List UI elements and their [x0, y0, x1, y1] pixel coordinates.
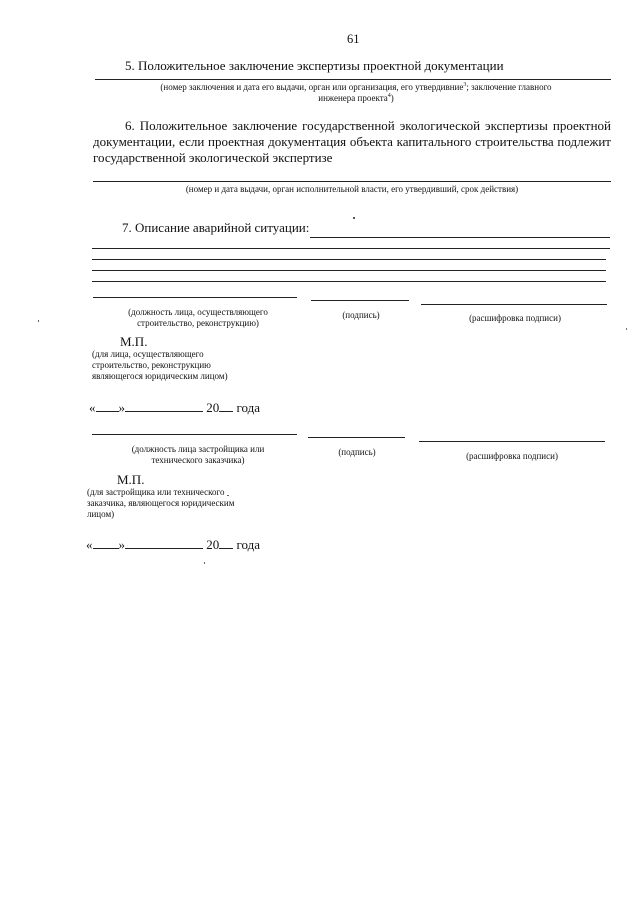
- date-open-quote: «: [86, 537, 93, 552]
- section-7-title: 7. Описание аварийной ситуации:: [122, 220, 310, 235]
- section-7-fill-line-4[interactable]: [92, 270, 606, 271]
- section-5-caption-text: (номер заключения и дата его выдачи, орган или организация, его утвердивние: [160, 82, 464, 92]
- decoding-line-2[interactable]: [419, 441, 605, 442]
- position-caption-2: (должность лица застройщика или технического заказчика): [131, 444, 265, 465]
- scan-speck: [353, 217, 355, 219]
- scan-speck: [204, 562, 205, 564]
- footnote-4: 4: [387, 93, 391, 99]
- scan-speck: [38, 320, 39, 322]
- section-6-text: 6. Положительное заключение государственной экологической экспертизы проектной документации, если проектная документация объекта капитального строительства подлежит государственной экологической экспертизе: [93, 118, 611, 165]
- position-line-1[interactable]: [93, 297, 297, 298]
- section-5-fill-line[interactable]: [95, 79, 611, 80]
- section-5-caption: [100, 82, 612, 104]
- decoding-caption-1: (расшифровка подписи): [469, 313, 561, 323]
- signature-caption-1: (подпись): [342, 310, 380, 320]
- signature-line-1[interactable]: [311, 300, 409, 301]
- signature-line-2[interactable]: [308, 437, 405, 438]
- section-7-fill-line-2[interactable]: [92, 248, 610, 249]
- stamp-label-1: М.П.: [120, 334, 148, 349]
- stamp-note-2: (для застройщика или технического заказчика, являющегося юридическим лицом): [87, 487, 235, 519]
- date-close-quote: »: [118, 537, 125, 552]
- position-caption-1: (должность лица, осуществляющего строительство, реконструкцию): [128, 307, 268, 328]
- month-field[interactable]: [125, 400, 203, 412]
- year-suffix: года: [236, 400, 261, 415]
- year-prefix: 20: [206, 400, 220, 415]
- stamp-note-1: (для лица, осуществляющего строительство, реконструкцию являющегося юридическим лицом): [92, 349, 228, 381]
- year-field[interactable]: [219, 537, 233, 549]
- position-line-2[interactable]: [92, 434, 297, 435]
- date-close-quote: »: [118, 400, 125, 415]
- scan-speck: [227, 495, 229, 496]
- year-suffix: года: [236, 537, 261, 552]
- date-row-1: [89, 400, 260, 416]
- section-6-fill-line[interactable]: [93, 181, 611, 182]
- section-5-caption-text-2b: ): [390, 93, 394, 103]
- year-prefix: 20: [206, 537, 220, 552]
- month-field[interactable]: [125, 537, 203, 549]
- page-number: 61: [347, 32, 360, 46]
- section-5-caption-text-2: инженера проекта: [318, 93, 388, 103]
- decoding-caption-2: (расшифровка подписи): [466, 451, 558, 461]
- signature-caption-2: (подпись): [338, 447, 376, 457]
- scan-speck: [626, 328, 627, 330]
- section-5-title: 5. Положительное заключение экспертизы проектной документации: [125, 58, 504, 73]
- section-5-caption-text-b: ; заключение главного: [466, 82, 552, 92]
- footnote-3: 3: [463, 82, 467, 88]
- day-field[interactable]: [93, 537, 119, 549]
- stamp-label-2: М.П.: [117, 472, 145, 487]
- day-field[interactable]: [96, 400, 119, 412]
- section-7-fill-line-5[interactable]: [92, 281, 606, 282]
- year-field[interactable]: [219, 400, 233, 412]
- section-6-caption: (номер и дата выдачи, орган исполнительной власти, его утвердивший, срок действия): [185, 184, 519, 194]
- decoding-line-1[interactable]: [421, 304, 607, 305]
- date-row-2: [86, 537, 260, 553]
- section-7-fill-line-1[interactable]: [310, 237, 610, 238]
- section-7-fill-line-3[interactable]: [92, 259, 606, 260]
- date-open-quote: «: [89, 400, 96, 415]
